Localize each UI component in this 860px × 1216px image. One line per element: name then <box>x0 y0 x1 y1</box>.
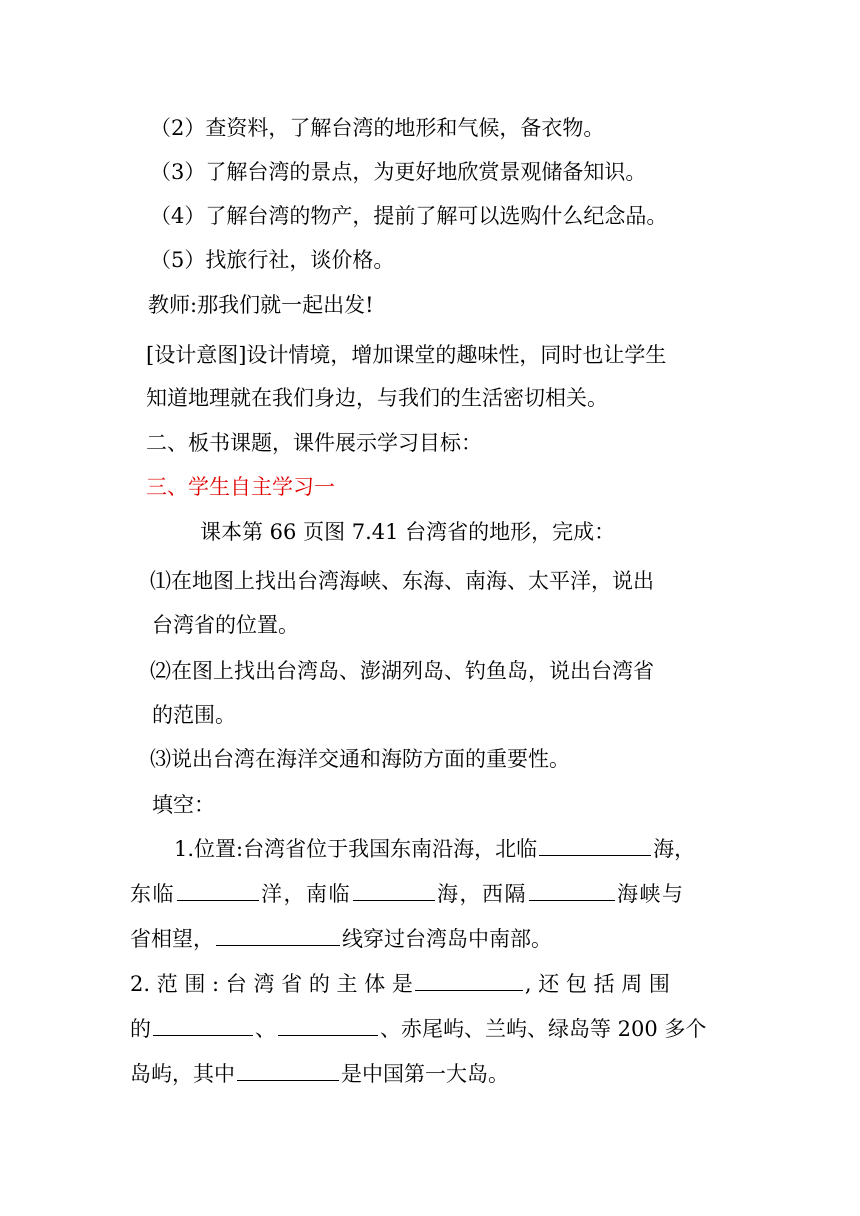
task-1-line-1: ⑴在地图上找出台湾海峡、东海、南海、太平洋，说出 <box>150 569 654 593</box>
q2-text-2: , 还 包 括 周 围 <box>524 972 670 996</box>
teacher-line: 教师:那我们就一起出发! <box>148 293 374 317</box>
item-5: （5）找旅行社，谈价格。 <box>150 248 395 272</box>
blank-south-sea[interactable] <box>353 880 435 901</box>
q1-text-4: 洋，南临 <box>261 882 351 906</box>
q1-text-5: 海，西隔 <box>437 882 527 906</box>
q1-text-7: 省相望， <box>130 927 214 951</box>
q2-line-3 <box>130 1059 509 1089</box>
task-1-line-2: 台湾省的位置。 <box>152 613 299 637</box>
item-4: （4）了解台湾的物产，提前了解可以选购什么纪念品。 <box>150 204 668 228</box>
textbook-instruction: 课本第 66 页图 7.41 台湾省的地形，完成： <box>200 520 616 544</box>
blank-main-body[interactable] <box>415 970 523 991</box>
item-2: （2）查资料，了解台湾的地形和气候，备衣物。 <box>150 116 605 140</box>
q1-text-8: 线穿过台湾岛中南部。 <box>342 927 552 951</box>
design-intent-line-2: 知道地理就在我们身边，与我们的生活密切相关。 <box>146 386 608 410</box>
q2-text-1: 2. 范 围 : 台 湾 省 的 主 体 是 <box>130 972 413 996</box>
q2-text-7: 是中国第一大岛。 <box>341 1062 509 1086</box>
design-intent-line-1: [设计意图]设计情境，增加课堂的趣味性，同时也让学生 <box>146 343 667 367</box>
task-2-line-1: ⑵在图上找出台湾岛、澎湖列岛、钓鱼岛，说出台湾省 <box>150 659 654 683</box>
q2-text-6: 岛屿，其中 <box>130 1062 235 1086</box>
q1-text-1: 1.位置:台湾省位于我国东南沿海，北临 <box>174 837 538 861</box>
blank-island-2[interactable] <box>278 1015 378 1036</box>
q1-line-3 <box>130 924 552 954</box>
item-3: （3）了解台湾的景点，为更好地欣赏景观储备知识。 <box>150 160 647 184</box>
section-3-heading: 三、学生自主学习一 <box>146 475 335 499</box>
blank-largest-island[interactable] <box>237 1060 339 1081</box>
blank-island-1[interactable] <box>153 1015 253 1036</box>
q2-line-1 <box>130 969 670 999</box>
q1-line-2 <box>130 879 685 909</box>
q2-text-3: 的 <box>130 1017 151 1041</box>
task-3-line: ⑶说出台湾在海洋交通和海防方面的重要性。 <box>150 747 570 771</box>
blank-north-sea[interactable] <box>539 835 651 856</box>
q1-line-1 <box>174 834 695 864</box>
task-2-line-2: 的范围。 <box>152 703 236 727</box>
q1-text-2: 海， <box>653 837 696 861</box>
section-2-heading: 二、板书课题，课件展示学习目标： <box>146 431 482 455</box>
q2-line-2 <box>130 1014 706 1044</box>
blank-line-crossing[interactable] <box>216 925 340 946</box>
fill-label: 填空： <box>152 793 215 817</box>
q1-text-3: 东临 <box>130 882 175 906</box>
q1-text-6: 海峡与 <box>617 882 685 906</box>
blank-east-ocean[interactable] <box>177 880 259 901</box>
q2-text-4: 、 <box>255 1017 276 1041</box>
q2-text-5: 、赤尾屿、兰屿、绿岛等 200 多个 <box>380 1017 707 1041</box>
blank-west-strait[interactable] <box>529 880 615 901</box>
